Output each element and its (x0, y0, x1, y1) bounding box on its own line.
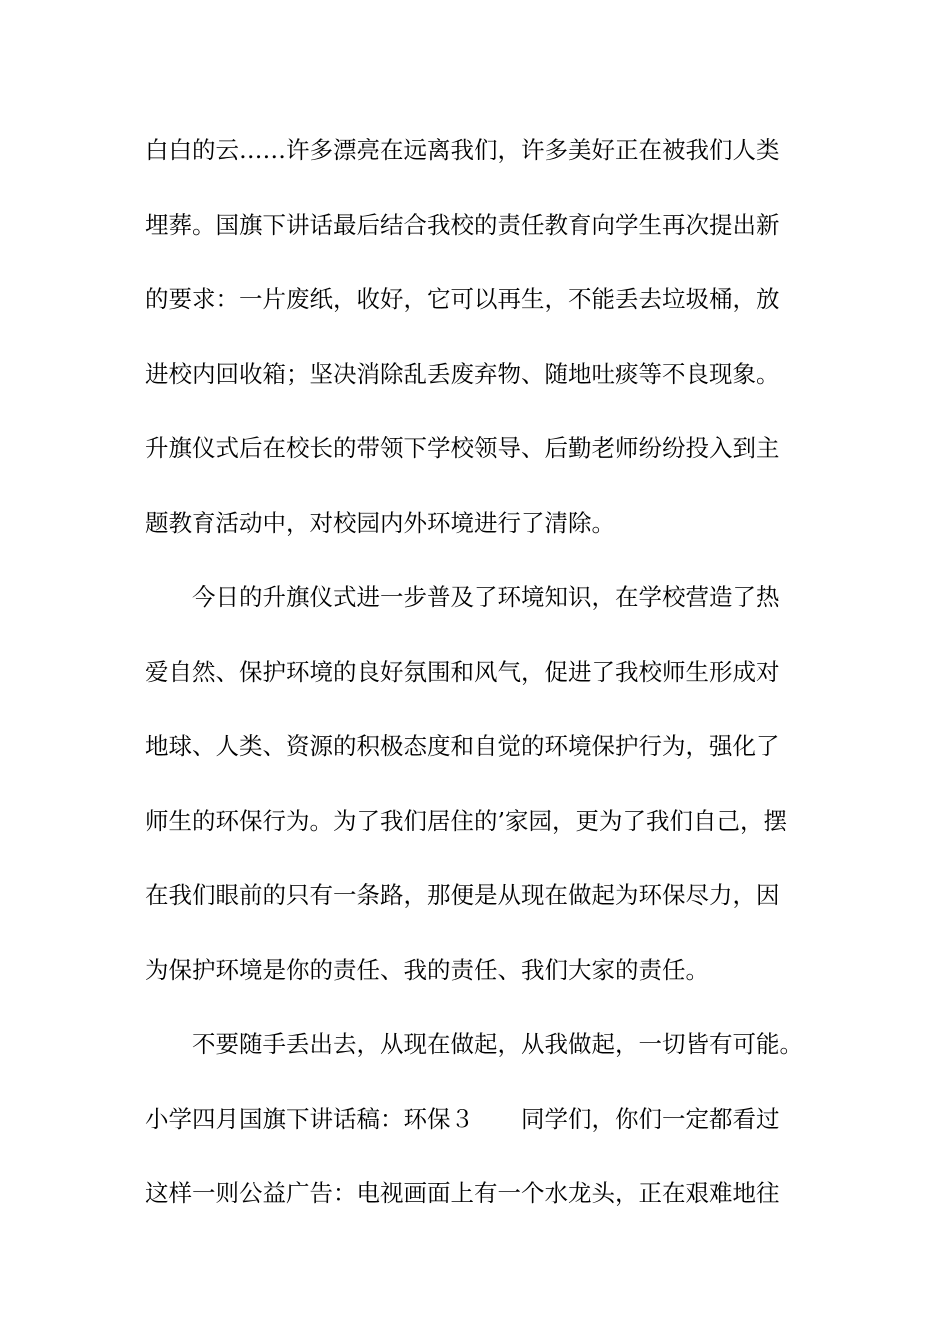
text-line: 白白的云……许多漂亮在远离我们，许多美好正在被我们人类 (145, 136, 780, 164)
text-line: 小学四月国旗下讲话稿：环保３ 同学们，你们一定都看过 (145, 1104, 780, 1133)
text-line: 在我们眼前的只有一条路，那便是从现在做起为环保尽力，因 (145, 881, 780, 909)
text-line: 题教育活动中，对校园内外环境进行了清除。 (145, 508, 615, 537)
text-line: 的要求：一片废纸，收好，它可以再生，不能丢去垃圾桶，放 (145, 285, 780, 313)
text-line: 这样一则公益广告：电视画面上有一个水龙头，正在艰难地往 (145, 1179, 780, 1207)
text-line: 升旗仪式后在校长的带领下学校领导、后勤老师纷纷投入到主 (145, 434, 780, 462)
text-line: 师生的环保行为。为了我们居住的’家园，更为了我们自己，摆 (145, 806, 787, 835)
paragraph-start-line: 不要随手丢出去，从现在做起，从我做起，一切皆有可能。 (192, 1030, 803, 1058)
text-line: 埋葬。国旗下讲话最后结合我校的责任教育向学生再次提出新 (145, 210, 780, 239)
text-line: 为保护环境是你的责任、我的责任、我们大家的责任。 (145, 955, 709, 984)
text-line: 进校内回收箱；坚决消除乱丢废弃物、随地吐痰等不良现象。 (145, 359, 780, 388)
paragraph-start-line: 今日的升旗仪式进一步普及了环境知识，在学校营造了热 (192, 583, 780, 611)
document-body (145, 130, 810, 1248)
text-line: 地球、人类、资源的积极态度和自觉的环境保护行为，强化了 (145, 732, 780, 760)
text-line: 爱自然、保护环境的良好氛围和风气，促进了我校师生形成对 (145, 657, 780, 686)
